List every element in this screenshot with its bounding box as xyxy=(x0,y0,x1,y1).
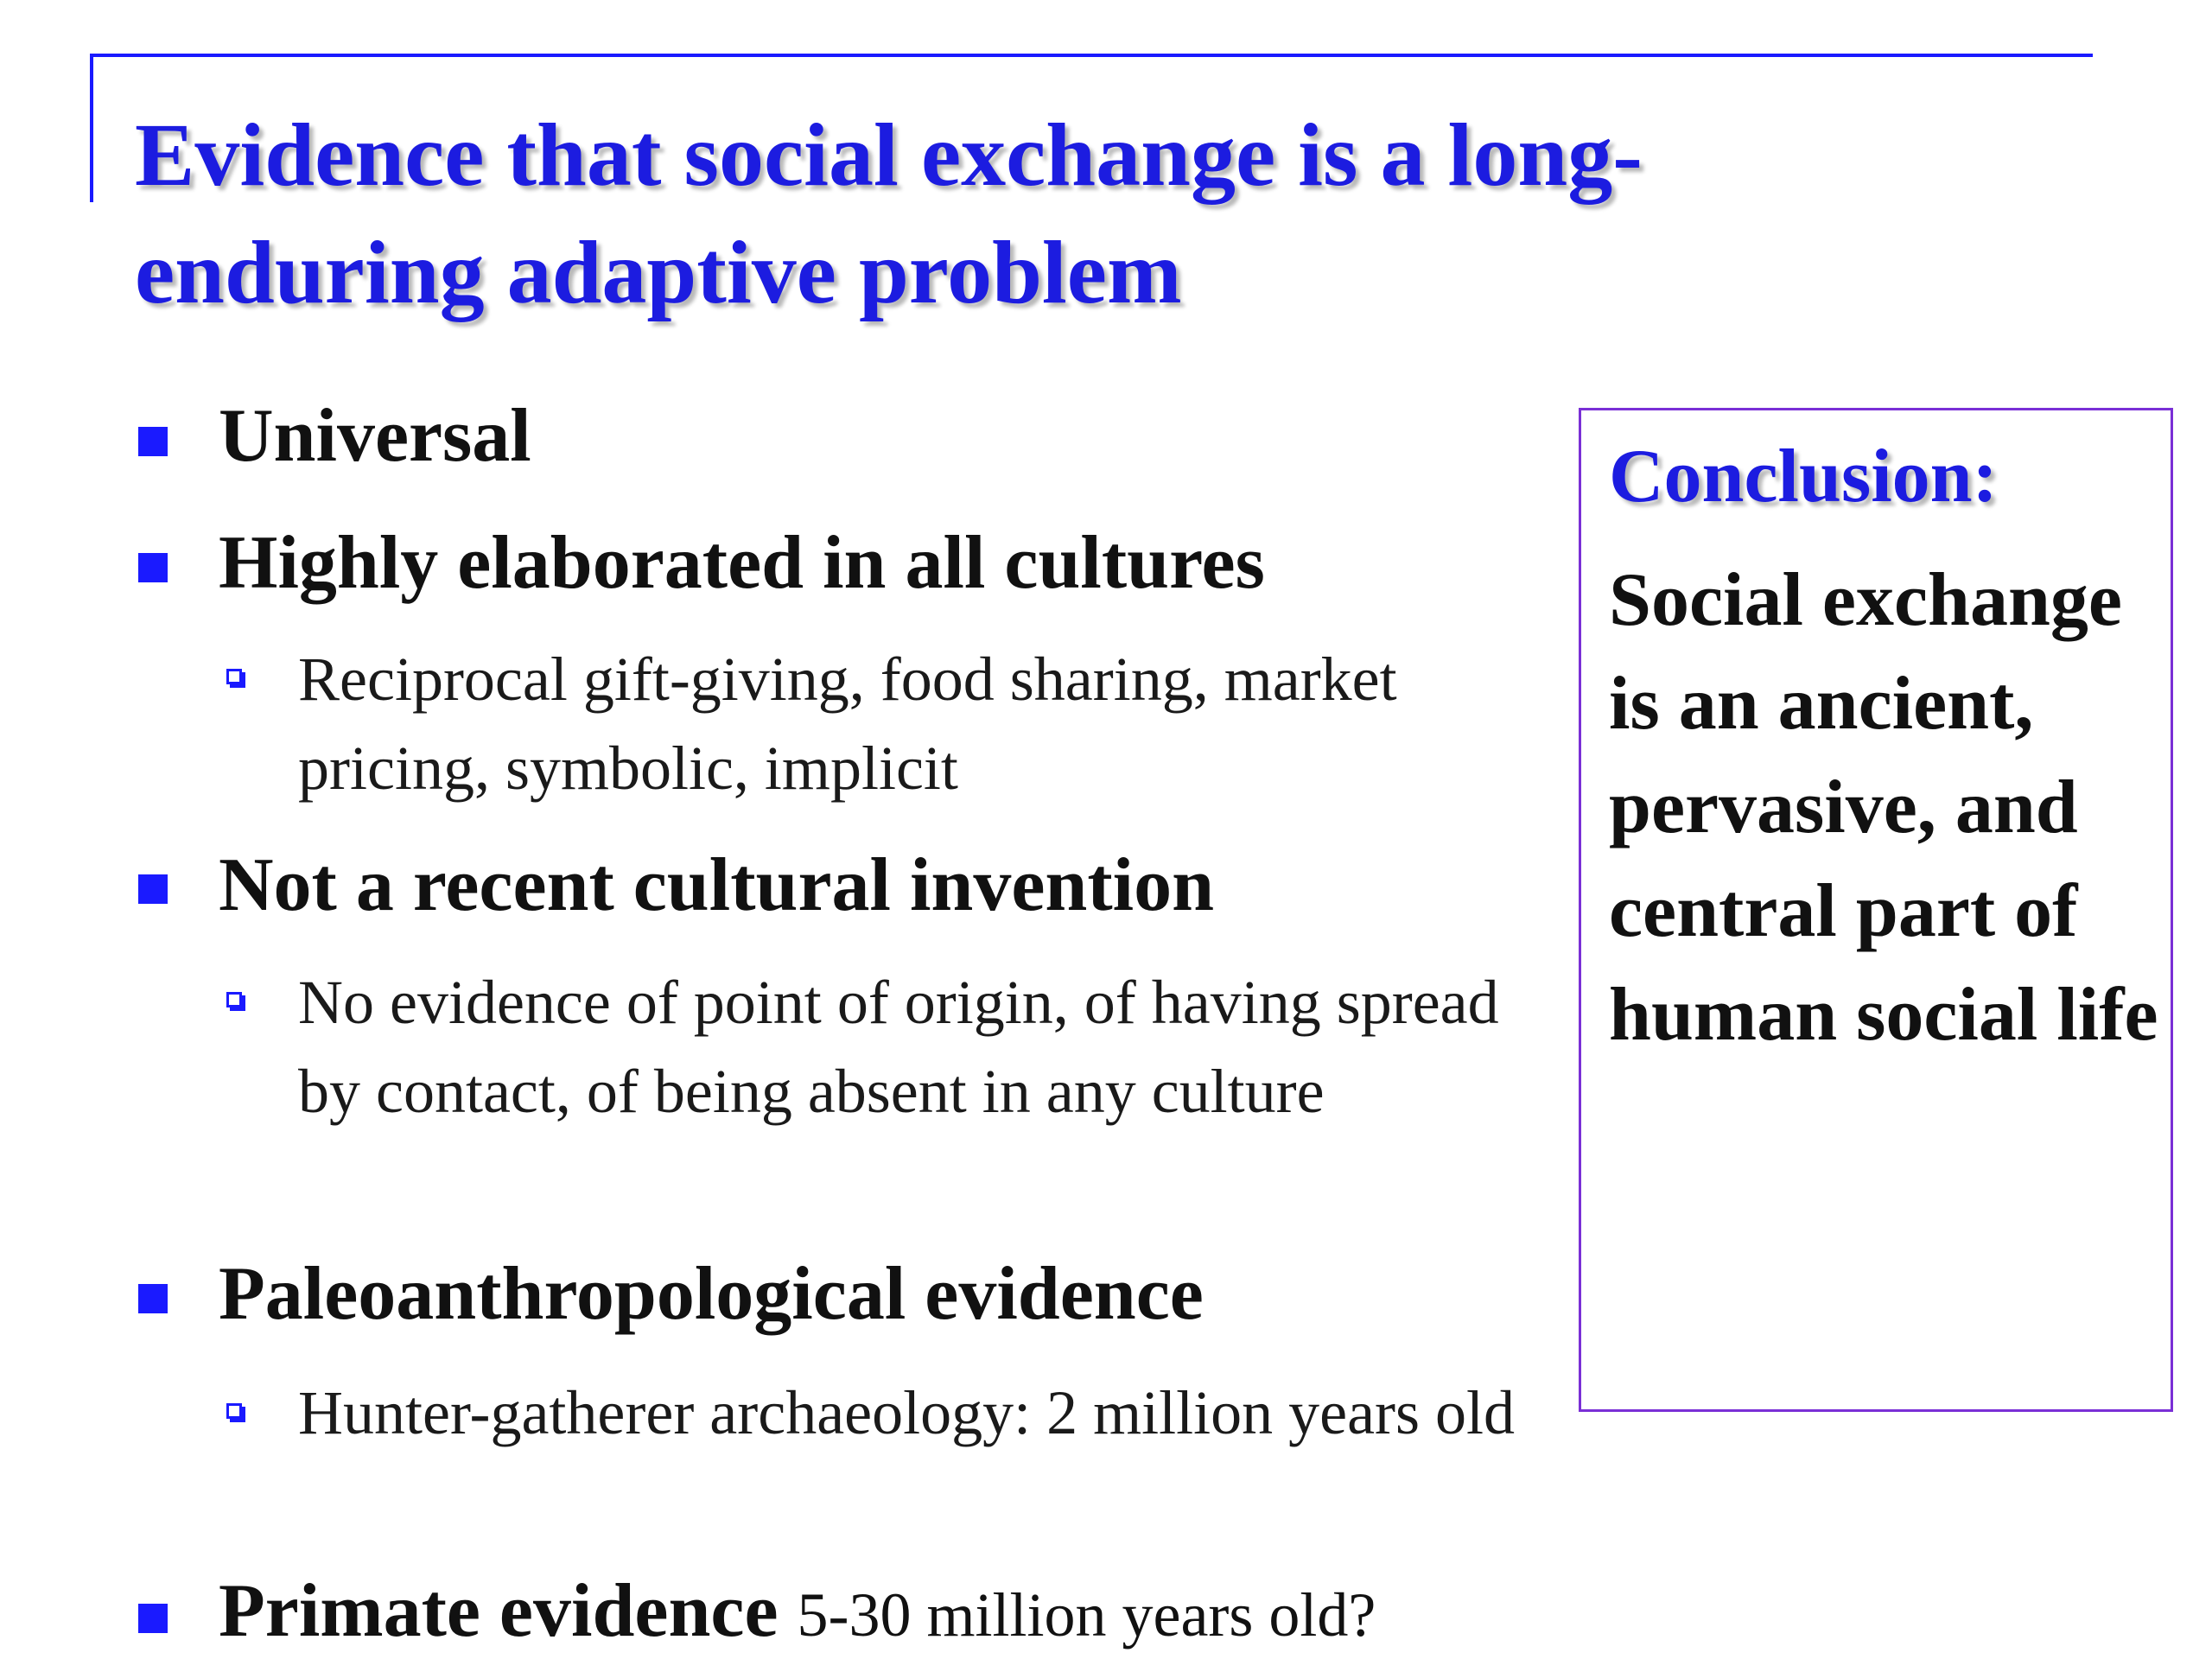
square-bullet-icon xyxy=(138,553,168,582)
bullet-text: Primate evidence xyxy=(219,1569,779,1653)
square-bullet-icon xyxy=(138,874,168,904)
hollow-square-bullet-icon xyxy=(226,669,242,684)
bullet-text: Paleoanthropological evidence xyxy=(219,1252,1204,1336)
hollow-square-bullet-icon xyxy=(226,992,242,1007)
hollow-square-bullet-icon xyxy=(226,1403,242,1419)
bullet-line xyxy=(219,1568,1376,1658)
conclusion-title: Conclusion: xyxy=(1609,435,1998,518)
bullet-extra-text: 5-30 million years old? xyxy=(797,1580,1376,1649)
square-bullet-icon xyxy=(138,427,168,456)
bullet-text: Universal xyxy=(219,394,531,478)
sub-bullet-text: Hunter-gatherer archaeology: 2 million years old xyxy=(298,1378,1516,1447)
slide-title: Evidence that social exchange is a long-enduring adaptive problem xyxy=(135,105,1643,322)
sub-bullet-text: No evidence of point of origin, of having spread by contact, of being absent in any culture xyxy=(298,968,1499,1126)
sub-bullet-text: Reciprocal gift-giving, food sharing, market pricing, symbolic, implicit xyxy=(298,645,1397,803)
square-bullet-icon xyxy=(138,1604,168,1633)
bullet-text: Highly elaborated in all cultures xyxy=(219,521,1265,605)
square-bullet-icon xyxy=(138,1284,168,1313)
conclusion-box xyxy=(1579,408,2173,1412)
bullet-text: Not a recent cultural invention xyxy=(219,843,1215,927)
conclusion-body: Social exchange is an ancient, pervasive, and central part of human social life xyxy=(1609,558,2158,1057)
